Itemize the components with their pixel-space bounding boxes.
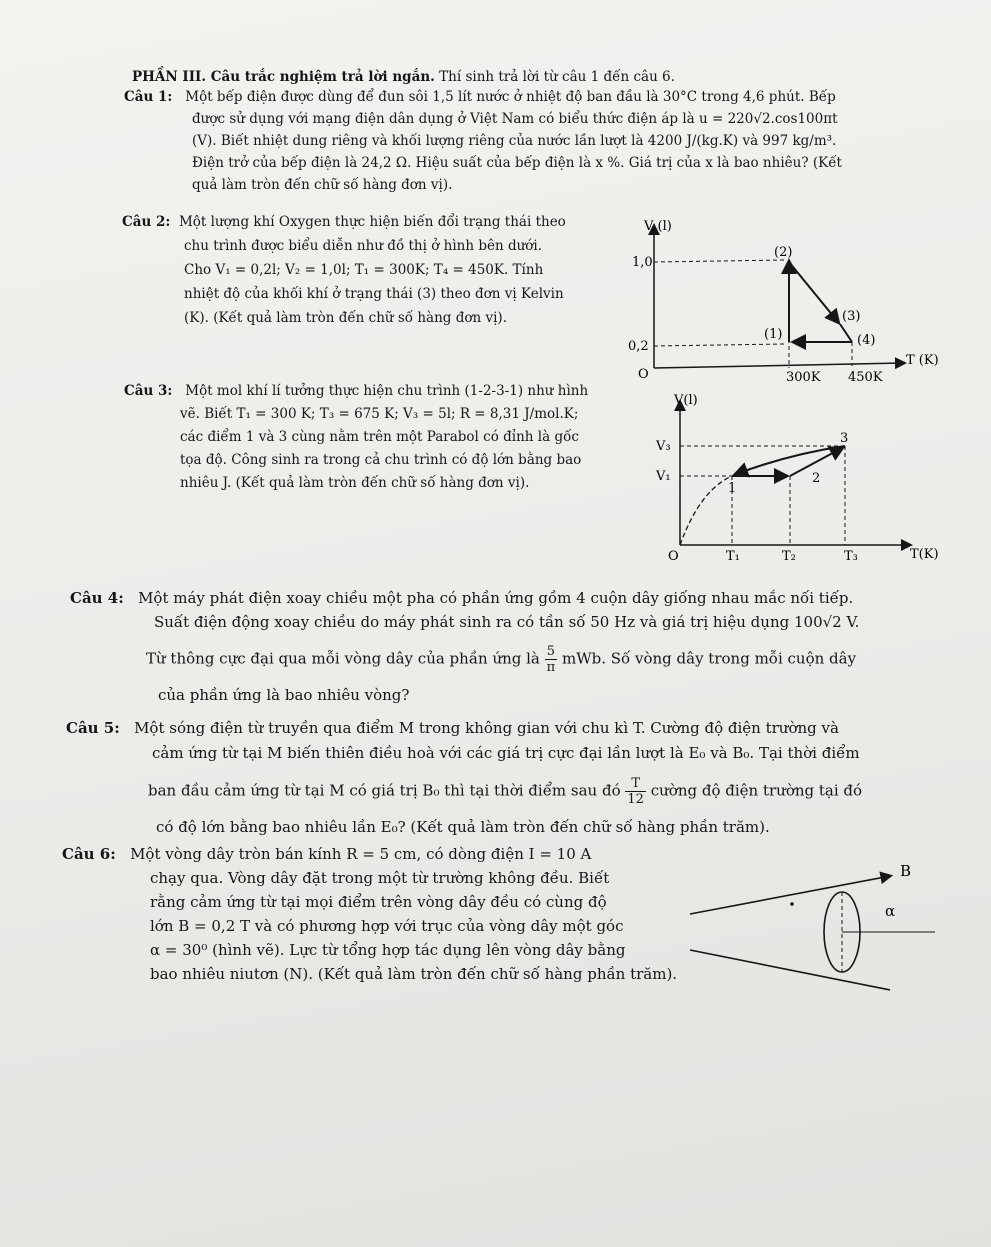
- question-5-line: có độ lớn bằng bao nhiêu lần E₀? (Kết quả làm tròn đến chữ số hàng phần trăm).: [156, 818, 770, 836]
- question-3-line: vẽ. Biết T₁ = 300 K; T₃ = 675 K; V₃ = 5l; R = 8,31 J/mol.K;: [180, 406, 579, 422]
- question-5-text: cường độ điện trường tại đó: [650, 781, 863, 800]
- question-6-line: chạy qua. Vòng dây đặt trong một từ trường không đều. Biết: [150, 869, 610, 887]
- question-6-line: rằng cảm ứng từ tại mọi điểm trên vòng dây đều có cùng độ: [150, 893, 607, 911]
- question-4-text: Từ thông cực đại qua mỗi vòng dây của phần ứng là: [146, 649, 540, 668]
- question-2-line: nhiệt độ của khối khí ở trạng thái (3) theo đơn vị Kelvin: [184, 286, 564, 302]
- b-field-label: B: [900, 862, 912, 880]
- question-6-line: lớn B = 0,2 T và có phương hợp với trục của vòng dây một góc: [150, 917, 624, 935]
- x-axis-label: T(K): [910, 547, 939, 562]
- part-header: [132, 66, 675, 88]
- question-1-line: được sử dụng với mạng điện dân dụng ở Việt Nam có biểu thức điện áp là u = 220√2.cos100πt: [192, 111, 838, 127]
- question-3-line: nhiêu J. (Kết quả làm tròn đến chữ số hàng đơn vị).: [180, 475, 530, 491]
- process-3-4: [840, 324, 852, 342]
- question-1-line: quả làm tròn đến chữ số hàng đơn vị).: [192, 177, 453, 193]
- question-5-line: cảm ứng từ tại M biến thiên điều hoà với các giá trị cực đại lần lượt là E₀ và B₀. Tại thời điểm: [152, 744, 860, 762]
- point-2-label: 2: [812, 471, 821, 486]
- question-2-vt-graph: [614, 218, 944, 388]
- question-4-text: mWb. Số vòng dây trong mỗi cuộn dây: [561, 649, 857, 668]
- question-4: [70, 586, 970, 707]
- alpha-label: α: [885, 902, 896, 920]
- question-4-label: Câu 4:: [70, 589, 124, 607]
- flux-fraction: [545, 644, 558, 675]
- question-1-label: Câu 1:: [124, 89, 173, 105]
- parabola-curve: [680, 446, 845, 545]
- fraction-numerator: T: [625, 776, 646, 792]
- question-4-line: Suất điện động xoay chiều do máy phát sinh ra có tần số 50 Hz và giá trị hiệu dụng 100√2 V.: [154, 613, 860, 631]
- question-3-line: tọa độ. Công sinh ra trong cả chu trình có độ lớn bằng bao: [180, 452, 582, 468]
- t4-label: 450K: [848, 370, 883, 385]
- state-2-label: (2): [774, 245, 793, 260]
- question-2-label: Câu 2:: [122, 214, 171, 230]
- t3-label: T₃: [844, 549, 858, 564]
- v1-label: V₁: [656, 469, 671, 484]
- v3-label: V₃: [656, 439, 671, 454]
- question-3: [124, 380, 664, 495]
- field-line-bottom: [690, 950, 890, 990]
- question-5-line: Một sóng điện từ truyền qua điểm M trong không gian với chu kì T. Cường độ điện trường và: [134, 719, 839, 737]
- x-axis: [654, 363, 904, 368]
- question-5-text: ban đầu cảm ứng từ tại M có giá trị B₀ thì tại thời điểm sau đó: [148, 781, 621, 800]
- point-1-label: 1: [728, 481, 737, 496]
- question-6-line: bao nhiêu niutơn (N). (Kết quả làm tròn đến chữ số hàng phần trăm).: [150, 965, 678, 983]
- question-1-line: Điện trở của bếp điện là 24,2 Ω. Hiệu suất của bếp điện là x %. Giá trị của x là bao nhiêu? (Kết: [192, 155, 842, 171]
- y-axis-label: V(l): [674, 393, 698, 408]
- x-axis-label: T (K): [906, 353, 939, 368]
- state-4-label: (4): [857, 333, 876, 348]
- question-2: [122, 210, 642, 330]
- question-4-line: Một máy phát điện xoay chiều một pha có phần ứng gồm 4 cuộn dây giống nhau mắc nối tiếp.: [138, 589, 854, 607]
- question-6-loop-figure: [680, 858, 940, 1008]
- question-6: [62, 842, 762, 986]
- question-4-line: của phần ứng là bao nhiêu vòng?: [158, 686, 410, 704]
- question-2-line: chu trình được biểu diễn như đồ thị ở hình bên dưới.: [184, 238, 543, 254]
- question-2-line: (K). (Kết quả làm tròn đến chữ số hàng đơn vị).: [184, 310, 507, 326]
- fraction-denominator: 12: [627, 792, 644, 807]
- question-3-line: các điểm 1 và 3 cùng nằm trên một Parabol có đỉnh là gốc: [180, 429, 579, 445]
- question-6-line: Một vòng dây tròn bán kính R = 5 cm, có dòng điện I = 10 A: [130, 845, 592, 863]
- state-1-label: (1): [764, 327, 783, 342]
- question-5-line3: [66, 776, 976, 807]
- field-line-top: [690, 876, 890, 914]
- question-2-line: Cho V₁ = 0,2l; V₂ = 1,0l; T₁ = 300K; T₄ = 450K. Tính: [184, 262, 544, 278]
- origin-label: O: [668, 549, 679, 564]
- t1-label: T₁: [726, 549, 740, 564]
- part-title: PHẦN III. Câu trắc nghiệm trả lời ngắn.: [132, 69, 435, 85]
- question-6-line: α = 30⁰ (hình vẽ). Lực từ tổng hợp tác dụng lên vòng dây bằng: [150, 941, 626, 959]
- part-instruction: Thí sinh trả lời từ câu 1 đến câu 6.: [439, 69, 675, 85]
- question-5: [66, 716, 976, 840]
- question-1-line: Một bếp điện được dùng để đun sôi 1,5 lít nước ở nhiệt độ ban đầu là 30°C trong 4,6 phút. Bếp: [185, 89, 836, 105]
- question-3-vt-graph: [640, 390, 970, 570]
- question-3-label: Câu 3:: [124, 383, 173, 399]
- v-high-label: 1,0: [632, 255, 653, 270]
- question-1-line: (V). Biết nhiệt dung riêng và khối lượng riêng của nước lần lượt là 4200 J/(kg.K) và 997 kg/m³.: [192, 133, 837, 149]
- process-3-1: [736, 446, 845, 474]
- question-3-line: Một mol khí lí tưởng thực hiện chu trình (1-2-3-1) như hình: [185, 383, 589, 399]
- v-low-label: 0,2: [628, 339, 649, 354]
- question-5-label: Câu 5:: [66, 719, 120, 737]
- y-axis-label: V (l): [644, 219, 672, 234]
- question-1: [124, 86, 954, 196]
- t1-label: 300K: [786, 370, 821, 385]
- origin-label: O: [638, 367, 649, 382]
- fraction-numerator: 5: [545, 644, 558, 660]
- state-3-label: (3): [842, 309, 861, 324]
- point-3-label: 3: [840, 431, 849, 446]
- process-2-3: [789, 262, 838, 322]
- time-fraction: [625, 776, 646, 807]
- fraction-denominator: π: [546, 660, 556, 675]
- question-2-line: Một lượng khí Oxygen thực hiện biến đổi trạng thái theo: [178, 214, 566, 230]
- t2-label: T₂: [782, 549, 796, 564]
- question-4-line3: [70, 644, 970, 675]
- question-6-label: Câu 6:: [62, 845, 116, 863]
